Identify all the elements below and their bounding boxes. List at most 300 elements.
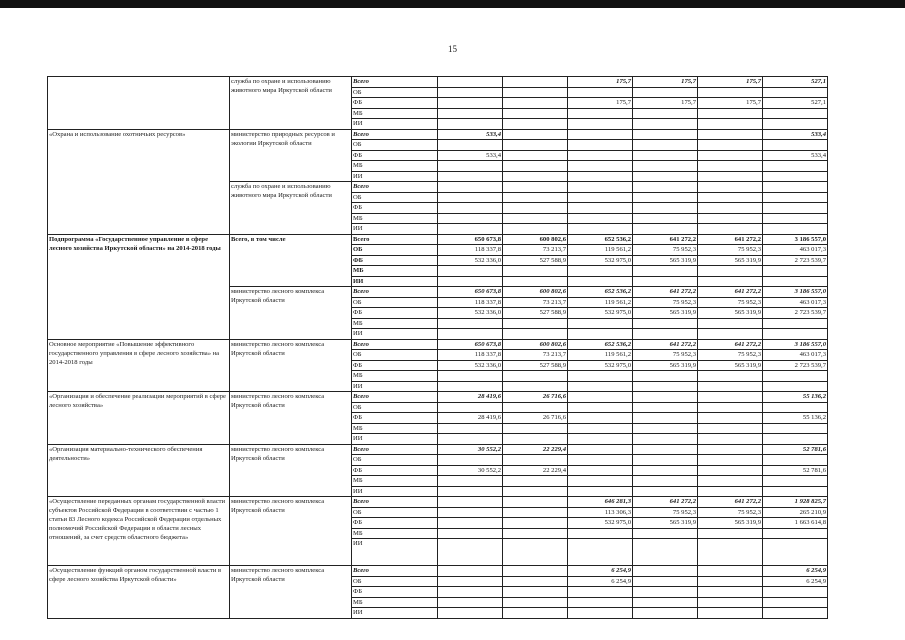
year-value-cell: 600 802,6 [503,234,568,245]
year-value-cell [633,402,698,413]
total-value-cell: 6 254,9 [763,566,828,577]
year-value-cell [633,108,698,119]
year-value-cell [568,381,633,392]
year-value-cell [503,119,568,130]
executor-name: министерство лесного комплекса Иркутской области [230,392,352,445]
year-value-cell [633,392,698,403]
total-value-cell [763,528,828,539]
year-value-cell [633,434,698,445]
total-value-cell: 2 723 539,7 [763,255,828,266]
year-value-cell [503,192,568,203]
year-value-cell [503,507,568,518]
year-value-cell [438,98,503,109]
year-value-cell [438,476,503,487]
year-value-cell [568,465,633,476]
funding-source: МБ [352,213,438,224]
year-value-cell: 650 673,8 [438,234,503,245]
year-value-cell [503,402,568,413]
year-value-cell [568,392,633,403]
total-value-cell [763,371,828,382]
year-value-cell [503,518,568,529]
year-value-cell [698,576,763,587]
section-name [48,77,230,130]
funding-source: ФБ [352,413,438,424]
executor-name: Всего, в том числе [230,234,352,287]
total-value-cell: 55 136,2 [763,392,828,403]
year-value-cell [438,182,503,193]
year-value-cell [568,192,633,203]
year-value-cell: 650 673,8 [438,287,503,298]
year-value-cell [633,528,698,539]
year-value-cell [503,318,568,329]
year-value-cell [568,119,633,130]
year-value-cell [438,77,503,88]
year-value-cell: 565 319,9 [633,360,698,371]
year-value-cell [698,587,763,598]
year-value-cell: 641 272,2 [698,287,763,298]
year-value-cell: 175,7 [633,98,698,109]
funding-source: МБ [352,423,438,434]
section-name: «Осуществление переданных органам государственной власти субъектов Российской Федерации в соответствии с частью 1 статьи 83 Лесного кодекса Российской Федерации отдельных полномочий Российской Федерации в области лесных отношений, за счет средств областного бюджета» [48,497,230,566]
total-value-cell [763,266,828,277]
year-value-cell: 652 536,2 [568,339,633,350]
year-value-cell [698,486,763,497]
total-value-cell [763,486,828,497]
total-value-cell [763,224,828,235]
year-value-cell [503,203,568,214]
total-value-cell: 265 210,9 [763,507,828,518]
funding-source: ИИ [352,276,438,287]
year-value-cell [503,98,568,109]
year-value-cell [503,329,568,340]
funding-source: МБ [352,161,438,172]
funding-source: ИИ [352,539,438,566]
year-value-cell [503,597,568,608]
funding-source: ФБ [352,150,438,161]
year-value-cell [503,587,568,598]
funding-source: ФБ [352,308,438,319]
total-value-cell [763,182,828,193]
total-value-cell [763,402,828,413]
year-value-cell [438,528,503,539]
year-value-cell [438,518,503,529]
table-row [48,444,828,455]
year-value-cell [503,566,568,577]
year-value-cell [568,597,633,608]
total-value-cell: 533,4 [763,150,828,161]
year-value-cell [568,129,633,140]
scanner-top-edge [0,0,905,8]
year-value-cell [503,497,568,508]
year-value-cell [633,87,698,98]
year-value-cell: 652 536,2 [568,234,633,245]
year-value-cell [698,528,763,539]
year-value-cell [698,203,763,214]
funding-source: Всего [352,392,438,403]
year-value-cell [698,150,763,161]
year-value-cell [568,108,633,119]
year-value-cell: 118 337,8 [438,297,503,308]
year-value-cell: 75 952,3 [698,350,763,361]
year-value-cell: 26 716,6 [503,392,568,403]
year-value-cell [503,213,568,224]
year-value-cell [503,129,568,140]
section-name: Подпрограмма «Государственное управление в сфере лесного хозяйства Иркутской области» на 2014-2018 годы [48,234,230,339]
budget-table [47,76,828,619]
year-value-cell [633,587,698,598]
year-value-cell [438,576,503,587]
year-value-cell [438,171,503,182]
year-value-cell: 73 213,7 [503,245,568,256]
year-value-cell: 175,7 [698,98,763,109]
year-value-cell [698,161,763,172]
year-value-cell [698,423,763,434]
year-value-cell [698,381,763,392]
year-value-cell [568,318,633,329]
executor-name: министерство лесного комплекса Иркутской области [230,287,352,340]
year-value-cell [633,608,698,619]
year-value-cell [503,455,568,466]
year-value-cell [698,413,763,424]
funding-source: МБ [352,371,438,382]
year-value-cell [633,266,698,277]
year-value-cell: 118 337,8 [438,245,503,256]
section-name: «Осуществление функций органом государственной власти в сфере лесного хозяйства Иркутской области» [48,566,230,619]
year-value-cell: 527 588,9 [503,308,568,319]
year-value-cell [503,108,568,119]
year-value-cell [438,119,503,130]
total-value-cell [763,608,828,619]
total-value-cell [763,423,828,434]
year-value-cell [698,608,763,619]
year-value-cell [438,371,503,382]
total-value-cell [763,455,828,466]
year-value-cell [698,171,763,182]
year-value-cell: 28 419,6 [438,392,503,403]
funding-source: МБ [352,266,438,277]
year-value-cell [698,392,763,403]
funding-source: Всего [352,234,438,245]
year-value-cell: 600 802,6 [503,339,568,350]
funding-source: ОБ [352,245,438,256]
year-value-cell [568,329,633,340]
funding-source: ФБ [352,203,438,214]
year-value-cell [438,108,503,119]
year-value-cell: 565 319,9 [698,518,763,529]
funding-source: ФБ [352,465,438,476]
year-value-cell [698,266,763,277]
year-value-cell [438,455,503,466]
year-value-cell: 75 952,3 [633,245,698,256]
total-value-cell [763,140,828,151]
year-value-cell [503,224,568,235]
total-value-cell: 52 781,6 [763,465,828,476]
year-value-cell [503,539,568,566]
total-value-cell [763,597,828,608]
funding-source: Всего [352,566,438,577]
funding-source: Всего [352,182,438,193]
table-row [48,497,828,508]
total-value-cell [763,276,828,287]
year-value-cell [698,224,763,235]
total-value-cell: 55 136,2 [763,413,828,424]
executor-name: служба по охране и использованию животного мира Иркутской области [230,182,352,235]
executor-name: министерство лесного комплекса Иркутской области [230,566,352,619]
year-value-cell [438,566,503,577]
year-value-cell [633,192,698,203]
funding-source: ИИ [352,119,438,130]
year-value-cell: 565 319,9 [633,255,698,266]
year-value-cell [633,140,698,151]
year-value-cell [438,276,503,287]
year-value-cell [503,608,568,619]
year-value-cell: 75 952,3 [633,507,698,518]
year-value-cell [633,597,698,608]
year-value-cell [698,455,763,466]
funding-source: ОБ [352,140,438,151]
year-value-cell [568,213,633,224]
year-value-cell: 22 229,4 [503,444,568,455]
year-value-cell [633,465,698,476]
year-value-cell [568,266,633,277]
year-value-cell [633,329,698,340]
year-value-cell [698,213,763,224]
year-value-cell [438,381,503,392]
total-value-cell: 527,1 [763,77,828,88]
funding-source: МБ [352,108,438,119]
year-value-cell: 22 229,4 [503,465,568,476]
year-value-cell [568,224,633,235]
year-value-cell: 565 319,9 [698,255,763,266]
year-value-cell [568,150,633,161]
year-value-cell [698,119,763,130]
year-value-cell: 175,7 [633,77,698,88]
year-value-cell: 119 561,2 [568,297,633,308]
year-value-cell: 533,4 [438,129,503,140]
funding-source: МБ [352,318,438,329]
year-value-cell [568,608,633,619]
year-value-cell [438,608,503,619]
total-value-cell [763,171,828,182]
year-value-cell [503,423,568,434]
year-value-cell [633,381,698,392]
year-value-cell [568,203,633,214]
year-value-cell [698,539,763,566]
total-value-cell: 533,4 [763,129,828,140]
year-value-cell [633,539,698,566]
year-value-cell: 641 272,2 [698,234,763,245]
funding-source: ФБ [352,587,438,598]
year-value-cell: 533,4 [438,150,503,161]
year-value-cell: 75 952,3 [633,297,698,308]
year-value-cell [438,140,503,151]
year-value-cell: 119 561,2 [568,245,633,256]
year-value-cell [633,182,698,193]
executor-name: министерство лесного комплекса Иркутской области [230,339,352,392]
year-value-cell [438,497,503,508]
year-value-cell [633,476,698,487]
funding-source: ОБ [352,576,438,587]
year-value-cell [568,140,633,151]
year-value-cell [568,528,633,539]
year-value-cell [698,276,763,287]
total-value-cell: 6 254,9 [763,576,828,587]
year-value-cell [698,192,763,203]
year-value-cell [438,587,503,598]
year-value-cell [698,476,763,487]
year-value-cell [438,318,503,329]
year-value-cell [568,539,633,566]
year-value-cell: 532 336,0 [438,360,503,371]
year-value-cell [568,455,633,466]
funding-source: Всего [352,77,438,88]
year-value-cell [633,276,698,287]
year-value-cell [698,402,763,413]
year-value-cell: 641 272,2 [633,497,698,508]
funding-source: Всего [352,287,438,298]
year-value-cell: 175,7 [698,77,763,88]
year-value-cell: 565 319,9 [633,308,698,319]
year-value-cell [568,371,633,382]
year-value-cell [503,140,568,151]
funding-source: ФБ [352,518,438,529]
year-value-cell [568,476,633,487]
year-value-cell [503,371,568,382]
year-value-cell: 175,7 [568,77,633,88]
year-value-cell [633,129,698,140]
year-value-cell: 565 319,9 [698,308,763,319]
total-value-cell: 3 186 557,0 [763,234,828,245]
year-value-cell: 641 272,2 [633,234,698,245]
year-value-cell: 527 588,9 [503,255,568,266]
funding-source: Всего [352,339,438,350]
year-value-cell [503,150,568,161]
year-value-cell [698,182,763,193]
table-row [48,234,828,245]
year-value-cell [698,108,763,119]
funding-source: ОБ [352,350,438,361]
year-value-cell: 532 336,0 [438,308,503,319]
total-value-cell: 3 186 557,0 [763,287,828,298]
year-value-cell [438,402,503,413]
funding-source: ФБ [352,98,438,109]
year-value-cell [438,213,503,224]
funding-source: ОБ [352,507,438,518]
year-value-cell: 73 213,7 [503,350,568,361]
year-value-cell [438,597,503,608]
year-value-cell [503,87,568,98]
funding-source: ИИ [352,329,438,340]
year-value-cell [633,413,698,424]
total-value-cell: 463 017,3 [763,245,828,256]
year-value-cell: 565 319,9 [633,518,698,529]
funding-source: ОБ [352,455,438,466]
year-value-cell: 6 254,9 [568,576,633,587]
year-value-cell [698,444,763,455]
year-value-cell: 30 552,2 [438,444,503,455]
total-value-cell: 52 781,6 [763,444,828,455]
year-value-cell: 527 588,9 [503,360,568,371]
executor-name: министерство лесного комплекса Иркутской области [230,444,352,497]
year-value-cell: 532 975,0 [568,518,633,529]
table-row [48,392,828,403]
funding-source: ИИ [352,171,438,182]
year-value-cell [503,161,568,172]
year-value-cell [633,203,698,214]
funding-source: МБ [352,528,438,539]
year-value-cell: 641 272,2 [633,339,698,350]
year-value-cell: 73 213,7 [503,297,568,308]
year-value-cell: 532 975,0 [568,308,633,319]
year-value-cell [633,213,698,224]
total-value-cell [763,476,828,487]
section-name: «Организация и обеспечение реализации мероприятий в сфере лесного хозяйства» [48,392,230,445]
year-value-cell [438,423,503,434]
funding-source: МБ [352,476,438,487]
total-value-cell: 1 928 825,7 [763,497,828,508]
year-value-cell: 646 281,3 [568,497,633,508]
year-value-cell [633,423,698,434]
total-value-cell [763,587,828,598]
year-value-cell: 118 337,8 [438,350,503,361]
funding-source: ИИ [352,608,438,619]
year-value-cell [438,87,503,98]
total-value-cell: 463 017,3 [763,350,828,361]
year-value-cell [633,119,698,130]
year-value-cell: 119 561,2 [568,350,633,361]
year-value-cell [568,161,633,172]
total-value-cell [763,434,828,445]
year-value-cell [633,486,698,497]
year-value-cell [438,329,503,340]
year-value-cell [568,182,633,193]
year-value-cell [438,161,503,172]
year-value-cell [568,587,633,598]
year-value-cell: 30 552,2 [438,465,503,476]
year-value-cell [698,371,763,382]
total-value-cell [763,161,828,172]
year-value-cell [503,528,568,539]
year-value-cell [698,318,763,329]
year-value-cell: 600 802,6 [503,287,568,298]
year-value-cell [633,371,698,382]
total-value-cell [763,192,828,203]
year-value-cell [568,87,633,98]
year-value-cell [698,140,763,151]
executor-name: министерство природных ресурсов и экологии Иркутской области [230,129,352,182]
year-value-cell [698,434,763,445]
year-value-cell: 75 952,3 [698,297,763,308]
funding-source: ИИ [352,224,438,235]
year-value-cell [438,192,503,203]
year-value-cell [503,434,568,445]
year-value-cell [633,318,698,329]
total-value-cell [763,119,828,130]
year-value-cell: 175,7 [568,98,633,109]
year-value-cell [698,87,763,98]
year-value-cell [633,566,698,577]
year-value-cell: 652 536,2 [568,287,633,298]
year-value-cell [633,224,698,235]
year-value-cell [438,203,503,214]
funding-source: ФБ [352,255,438,266]
year-value-cell [633,576,698,587]
year-value-cell [438,539,503,566]
year-value-cell [438,266,503,277]
year-value-cell [633,455,698,466]
year-value-cell [568,486,633,497]
funding-source: ОБ [352,192,438,203]
